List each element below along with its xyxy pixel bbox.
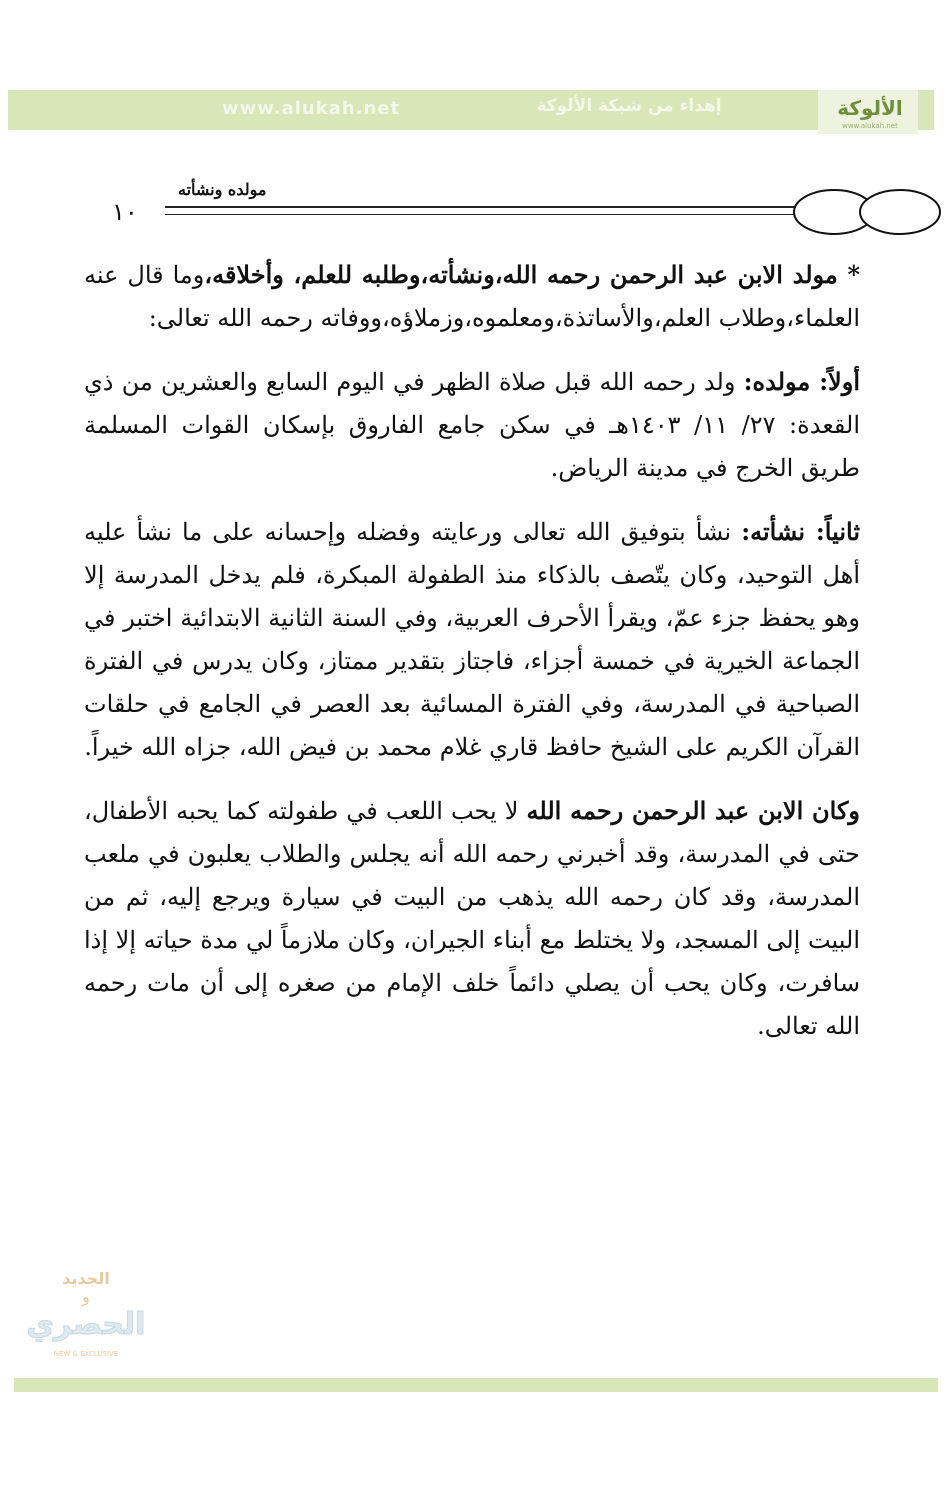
growth-text: نشأ بتوفيق الله تعالى ورعايته وفضله وإحسانه على ما نشأ عليه أهل التوحيد، وكان يتّصف بالذكاء منذ الطفولة المبكرة، فلم يدخل المدرسة إلا وهو يحفظ جزء عمّ، ويقرأ الأحرف العربية، وفي السنة الثانية الابتدائية اختبر في الجماعة الخيرية في خمسة أجزاء، فاجتاز بتقدير ممتاز، وكان يدرس في الفترة الصباحية في المدرسة، وفي الفترة المسائية بعد العصر في الجامع في حلقات القرآن الكريم على الشيخ حافظ قاري غلام محمد بن فيض الله، جزاه الله خيراً. <box>84 518 861 761</box>
watermark-word-top: الجديد <box>62 1269 110 1288</box>
birth-heading: أولاً: مولده: <box>743 367 861 396</box>
intro-bold-text: * مولد الابن عبد الرحمن رحمه الله،ونشأته،وطلبه للعلم، وأخلاقه، <box>204 260 860 289</box>
page-number: ١٠ <box>112 198 138 226</box>
header-rule <box>165 206 805 215</box>
watermark-logo-icon <box>26 1262 146 1362</box>
top-banner <box>8 90 934 130</box>
childhood-bold-text: وكان الابن عبد الرحمن رحمه الله <box>526 796 861 825</box>
banner-url: www.alukah.net <box>222 98 401 119</box>
watermark-word-mid: و <box>82 1287 90 1306</box>
growth-paragraph <box>84 510 860 769</box>
growth-heading: ثانياً: نشأته: <box>741 517 861 546</box>
page-header-title: مولده ونشأته <box>178 180 267 199</box>
bottom-band <box>14 1378 938 1392</box>
birth-text: ولد رحمه الله قبل صلاة الظهر في اليوم السابع والعشرين من ذي القعدة: ٢٧/ ١١/ ١٤٠٣هـ في سكن جامع الفاروق بإسكان القوات المسلمة طريق الخرج في مدينة الرياض. <box>84 368 861 482</box>
watermark-word-main: الحصري <box>26 1307 146 1342</box>
birth-paragraph <box>84 360 860 490</box>
childhood-text: لا يحب اللعب في طفولته كما يحبه الأطفال، حتى في المدرسة، وقد أخبرني رحمه الله أنه يجلس والطلاب يعلبون في ملعب المدرسة، وقد كان رحمه الله يذهب من البيت في سيارة ويرجع إليه، ثم من البيت إلى المسجد، ولا يختلط مع أبناء الجيران، وكان ملازماً لي مدة حياته إلا إذا سافرت، وكان يحب أن يصلي دائماً خلف الإمام من صغره إلى أن مات رحمه الله تعالى. <box>84 797 860 1040</box>
childhood-paragraph <box>84 789 860 1048</box>
intro-text: وما قال عنه العلماء،وطلاب العلم،والأساتذة،ومعلموه،وزملاؤه،ووفاته رحمه الله تعالى: <box>84 261 860 332</box>
document-body <box>84 253 860 1048</box>
watermark-caption: NEW & EXCLUSIVE <box>53 1350 119 1358</box>
alukah-logo-text: الألوكة <box>837 96 903 120</box>
intro-paragraph <box>84 253 860 340</box>
header-ornament-icon <box>790 186 944 238</box>
banner-gift-text: إهداء من شبكة الألوكة <box>536 96 722 116</box>
alukah-logo-url: www.alukah.net <box>842 122 898 130</box>
